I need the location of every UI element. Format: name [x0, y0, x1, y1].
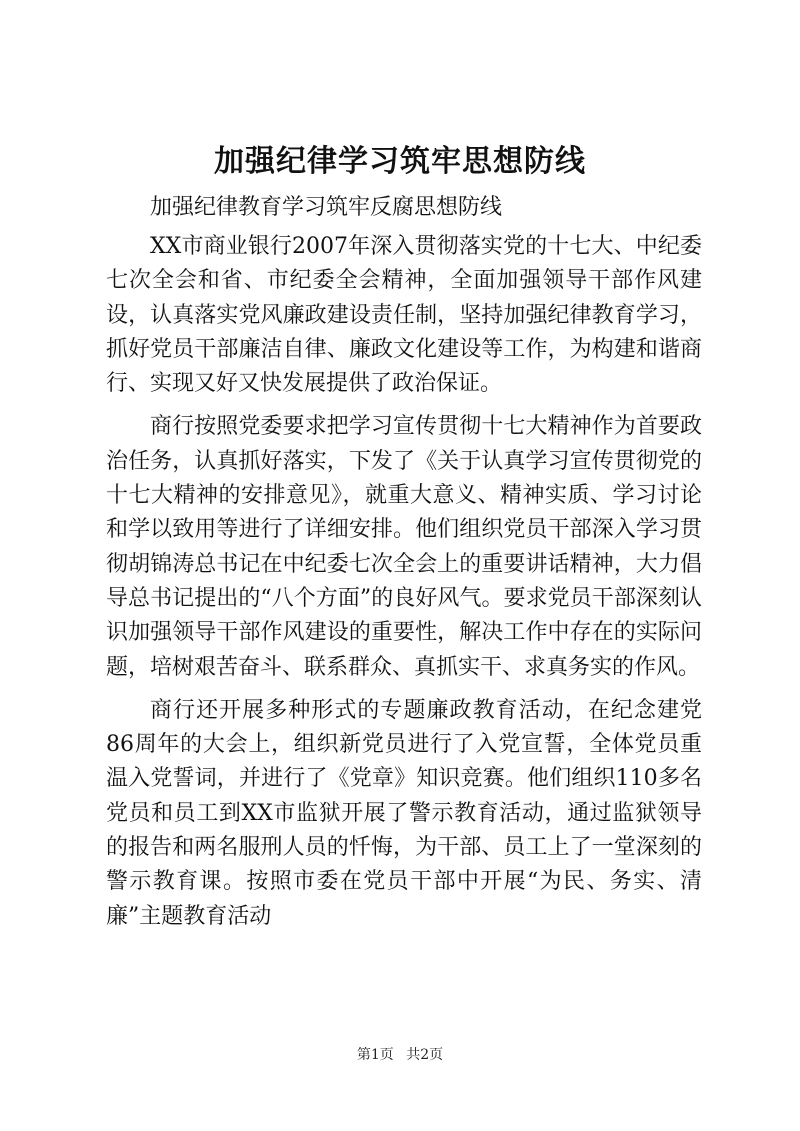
paragraph-1: XX市商业银行2007年深入贯彻落实党的十七大、中纪委七次全会和省、市纪委全会精神，全面加强领导干部作风建设，认真落实党风廉政建设责任制，坚持加强纪律教育学习，抓好党员干部廉洁自律、廉政文化建设等工作，为构建和谐商行、实现又好又快发展提供了政治保证。 [106, 234, 702, 397]
document-subtitle: 加强纪律教育学习筑牢反腐思想防线 [150, 195, 503, 220]
page-total: 共2页 [406, 1047, 444, 1063]
document-body [106, 230, 702, 934]
page-footer [0, 1045, 800, 1065]
paragraph-2: 商行按照党委要求把学习宣传贯彻十七大精神作为首要政治任务，认真抓好落实，下发了《关于认真学习宣传贯彻党的十七大精神的安排意见》，就重大意义、精神实质、学习讨论和学以致用等进行了详细安排。他们组织党员干部深入学习贯彻胡锦涛总书记在中纪委七次全会上的重要讲话精神，大力倡导总书记提出的“八个方面”的良好风气。要求党员干部深刻认识加强领导干部作风建设的重要性，解决工作中存在的实际问题，培树艰苦奋斗、联系群众、真抓实干、求真务实的作风。 [106, 414, 702, 680]
page-number: 第1页 [356, 1047, 394, 1063]
document-title: 加强纪律学习筑牢思想防线 [214, 144, 586, 179]
paragraph-3: 商行还开展多种形式的专题廉政教育活动，在纪念建党86周年的大会上，组织新党员进行了入党宣誓，全体党员重温入党誓词，并进行了《党章》知识竞赛。他们组织110多名党员和员工到XX市监狱开展了警示教育活动，通过监狱领导的报告和两名服刑人员的忏悔，为干部、员工上了一堂深刻的警示教育课。按照市委在党员干部中开展“为民、务实、清廉”主题教育活动 [106, 697, 702, 929]
